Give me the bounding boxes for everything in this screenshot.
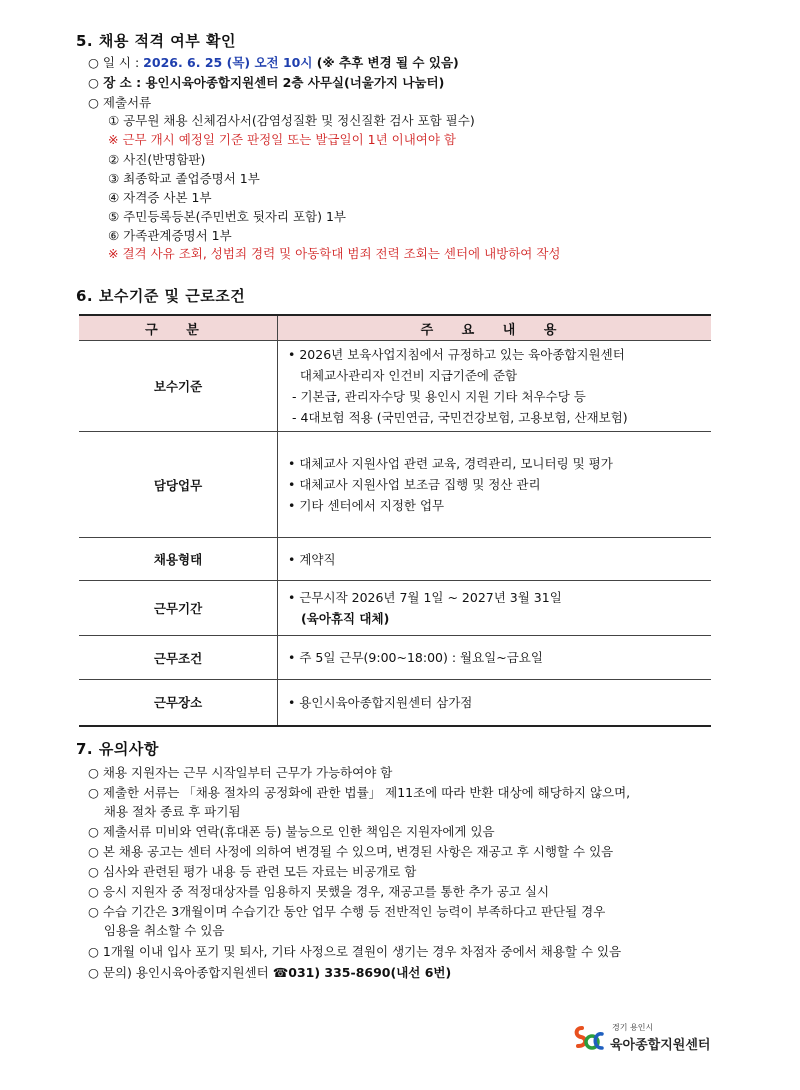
row-line: - 4대보험 적용 (국민연금, 국민건강보험, 고용보험, 산재보험) [288,410,628,425]
notice-item: ○ 본 채용 공고는 센터 사정에 의하여 변경될 수 있으며, 변경된 사항은 재공고 후 시행할 수 있음 [88,844,614,859]
table-row [79,636,711,680]
doc-item-6: ⑥ 가족관계증명서 1부 [108,228,232,243]
row-line: • 대체교사 지원사업 관련 교육, 경력관리, 모니터링 및 평가 [288,456,613,471]
header-content: 주 요 내 용 [278,315,712,341]
notice-item: ○ 제출서류 미비와 연락(휴대폰 등) 불능으로 인한 책임은 지원자에게 있음 [88,824,495,839]
row-category: 근무조건 [79,636,278,680]
center-logo-mark-icon [572,1022,606,1052]
exam-date-value: 2026. 6. 25 (목) 오전 10시 [143,55,313,70]
doc-note-2: ※ 결격 사유 조회, 성범죄 경력 및 아동학대 범죄 전력 조회는 센터에 내방하여 작성 [108,246,561,261]
row-line: • 기타 센터에서 지정한 업무 [288,498,445,513]
row-category: 근무기간 [79,581,278,636]
doc-note-1: ※ 근무 개시 예정일 기준 판정일 또는 발급일이 1년 이내여야 함 [108,132,456,147]
logo-small-text: 경기 용인시 [612,1023,654,1032]
section-6-title: 6. 보수기준 및 근로조건 [76,287,246,305]
doc-item-4: ④ 자격증 사본 1부 [108,190,212,205]
doc-item-5: ⑤ 주민등록등본(주민번호 뒷자리 포함) 1부 [108,209,347,224]
table-row [79,341,711,432]
table-row [79,680,711,726]
logo-big-text: 육아종합지원센터 [610,1038,711,1053]
row-line: (육아휴직 대체) [288,611,390,626]
row-line: • 근무시작 2026년 7월 1일 ~ 2027년 3월 31일 [288,590,562,605]
notice-item: ○ 응시 지원자 중 적정대상자를 임용하지 못했을 경우, 재공고를 통한 추가 공고 실시 [88,884,550,899]
exam-date-note: (※ 추후 변경 될 수 있음) [312,55,459,70]
header-category: 구 분 [79,315,278,341]
row-line: 대체교사관리자 인건비 지급기준에 준함 [288,368,518,383]
row-category: 채용형태 [79,538,278,581]
contact-prefix: ○ 문의) 용인시육아종합지원센터 [88,965,273,980]
row-line: • 계약직 [288,551,336,567]
row-line: • 대체교사 지원사업 보조금 집행 및 정산 관리 [288,477,541,492]
exam-place-line: ○ 장 소 : 용인시육아종합지원센터 2층 사무실(너울가지 나눔터) [88,75,445,90]
row-line: • 2026년 보육사업지침에서 규정하고 있는 육아종합지원센터 [288,347,625,362]
center-logo [572,1018,712,1058]
doc-item-3: ③ 최종학교 졸업증명서 1부 [108,171,260,186]
row-line: • 주 5일 근무(9:00~18:00) : 월요일~금요일 [288,650,543,665]
row-category: 담당업무 [79,432,278,538]
notice-item: ○ 1개월 이내 입사 포기 및 퇴사, 기타 사정으로 결원이 생기는 경우 차점자 중에서 채용할 수 있음 [88,944,622,959]
doc-item-1: ① 공무원 채용 신체검사서(감염성질환 및 정신질환 검사 포함 필수) [108,113,475,128]
exam-date-line [88,54,459,72]
section-5-title: 5. 채용 적격 여부 확인 [76,32,236,50]
notice-item: 채용 절차 종료 후 파기됨 [88,804,241,819]
notice-item: ○ 수습 기간은 3개월이며 수습기간 동안 업무 수행 등 전반적인 능력이 부족하다고 판단될 경우 [88,904,606,919]
notice-item: ○ 제출한 서류는 「채용 절차의 공정화에 관한 법률」 제11조에 따라 반환 대상에 해당하지 않으며, [88,785,631,800]
row-line: • 용인시육아종합지원센터 삼가점 [288,694,473,710]
row-category: 근무장소 [79,680,278,726]
notice-item: 임용을 취소할 수 있음 [88,923,225,938]
row-line: - 기본급, 관리자수당 및 용인시 지원 기타 처우수당 등 [288,389,586,404]
row-category: 보수기준 [79,341,278,432]
table-row [79,581,711,636]
contact-line [88,964,451,982]
notice-item: ○ 심사와 관련된 평가 내용 등 관련 모든 자료는 비공개로 함 [88,864,417,879]
conditions-table [79,314,711,727]
section-7-title: 7. 유의사항 [76,740,159,758]
table-row [79,538,711,581]
exam-date-label: ○ 일 시 : [88,55,144,70]
notice-item: ○ 채용 지원자는 근무 시작일부터 근무가 가능하여야 함 [88,765,393,780]
docs-label: ○ 제출서류 [88,95,152,110]
table-header-row [79,315,711,341]
doc-item-2: ② 사진(반명함판) [108,152,206,167]
contact-phone: ☎031) 335-8690(내선 6번) [272,965,452,980]
table-row [79,432,711,538]
